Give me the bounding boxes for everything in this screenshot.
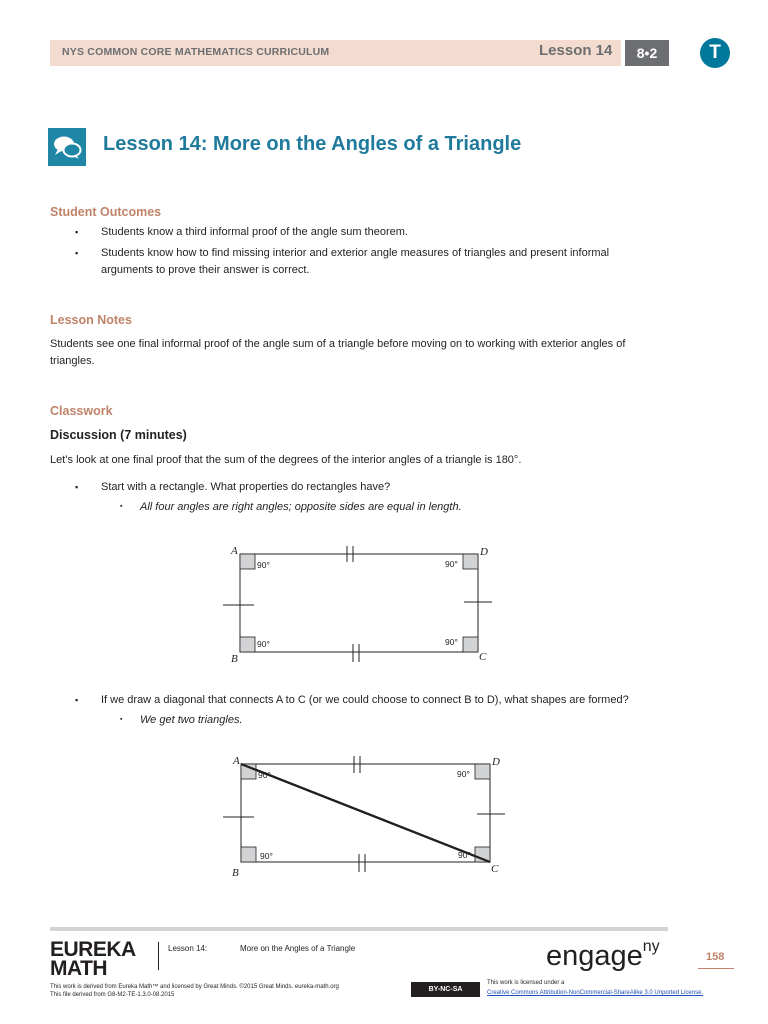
angle-label: 90° (445, 559, 458, 569)
rectangle-figure (220, 540, 500, 670)
brand-line-2: MATH (50, 957, 108, 980)
page-number: 158 (706, 951, 725, 963)
vertex-d: D (492, 756, 500, 768)
angle-label: 90° (260, 851, 273, 861)
question-2: If we draw a diagonal that connects A to C (or we could choose to connect B to D), what shapes are formed? (101, 694, 629, 706)
curriculum-label: NYS COMMON CORE MATHEMATICS CURRICULUM (62, 46, 330, 58)
angle-label: 90° (445, 637, 458, 647)
footer-divider (158, 942, 159, 970)
engage-text: engage (546, 940, 643, 972)
notes-heading: Lesson Notes (50, 313, 132, 327)
eureka-math-logo (50, 940, 136, 978)
angle-label: 90° (257, 560, 270, 570)
vertex-b: B (231, 653, 238, 665)
module-badge: 8•2 (625, 40, 669, 66)
answer-2: We get two triangles. (140, 714, 243, 726)
footer-lesson: Lesson 14: (168, 944, 208, 953)
outcome-2-cont: arguments to prove their answer is correct. (101, 264, 310, 276)
rectangle-diagonal-figure (220, 752, 510, 882)
bullet: ▪ (75, 482, 79, 492)
outcome-1: Students know a third informal proof of the angle sum theorem. (101, 226, 408, 238)
vertex-d: D (480, 546, 488, 558)
bullet: ▪ (75, 227, 79, 237)
brand-line-1: EUREKA (50, 938, 136, 961)
page-number-rule (698, 968, 734, 969)
outcomes-heading: Student Outcomes (50, 205, 162, 219)
vertex-c: C (491, 863, 499, 875)
angle-label: 90° (258, 770, 271, 780)
question-1: Start with a rectangle. What properties do rectangles have? (101, 481, 391, 493)
classwork-heading: Classwork (50, 404, 113, 418)
notes-line-1: Students see one final informal proof of the angle sum of a triangle before moving on to working with exterior angles of (50, 338, 626, 350)
credit-line-2: This file derived from G8-M2-TE-1.3.0-08.2015 (50, 992, 175, 998)
footer-rule (50, 927, 668, 931)
discussion-heading: Discussion (7 minutes) (50, 428, 187, 442)
notes-line-2: triangles. (50, 355, 95, 367)
license-link[interactable]: Creative Commons Attribution-NonCommercial-ShareAlike 3.0 Unported License. (487, 990, 704, 996)
outcome-2: Students know how to find missing interior and exterior angle measures of triangles and present informal (101, 247, 610, 259)
engageny-logo (546, 938, 660, 973)
engage-sup: ny (642, 938, 660, 955)
cc-license-badge: BY-NC-SA (411, 982, 480, 997)
answer-1: All four angles are right angles; opposite sides are equal in length. (140, 501, 462, 513)
sub-bullet: ▪ (120, 716, 123, 723)
vertex-b: B (232, 867, 239, 879)
sub-bullet: ▪ (120, 503, 123, 510)
license-line-1: This work is licensed under a (487, 980, 565, 986)
credit-line-1: This work is derived from Eureka Math™ and licensed by Great Minds. ©2015 Great Minds. eureka-math.org (50, 984, 339, 990)
bullet: ▪ (75, 695, 79, 705)
vertex-a: A (231, 545, 238, 557)
lesson-label: Lesson 14 (539, 42, 613, 59)
angle-label: 90° (257, 639, 270, 649)
discussion-icon (48, 128, 86, 166)
teacher-badge: T (700, 38, 730, 68)
angle-label: 90° (457, 769, 470, 779)
angle-label: 90° (458, 850, 471, 860)
vertex-c: C (479, 651, 487, 663)
vertex-a: A (233, 755, 240, 767)
page-title: Lesson 14: More on the Angles of a Triangle (103, 133, 522, 155)
footer-lesson-title: More on the Angles of a Triangle (240, 944, 356, 953)
intro-text: Let’s look at one final proof that the sum of the degrees of the interior angles of a triangle is 180°. (50, 454, 522, 466)
bullet: ▪ (75, 248, 79, 258)
